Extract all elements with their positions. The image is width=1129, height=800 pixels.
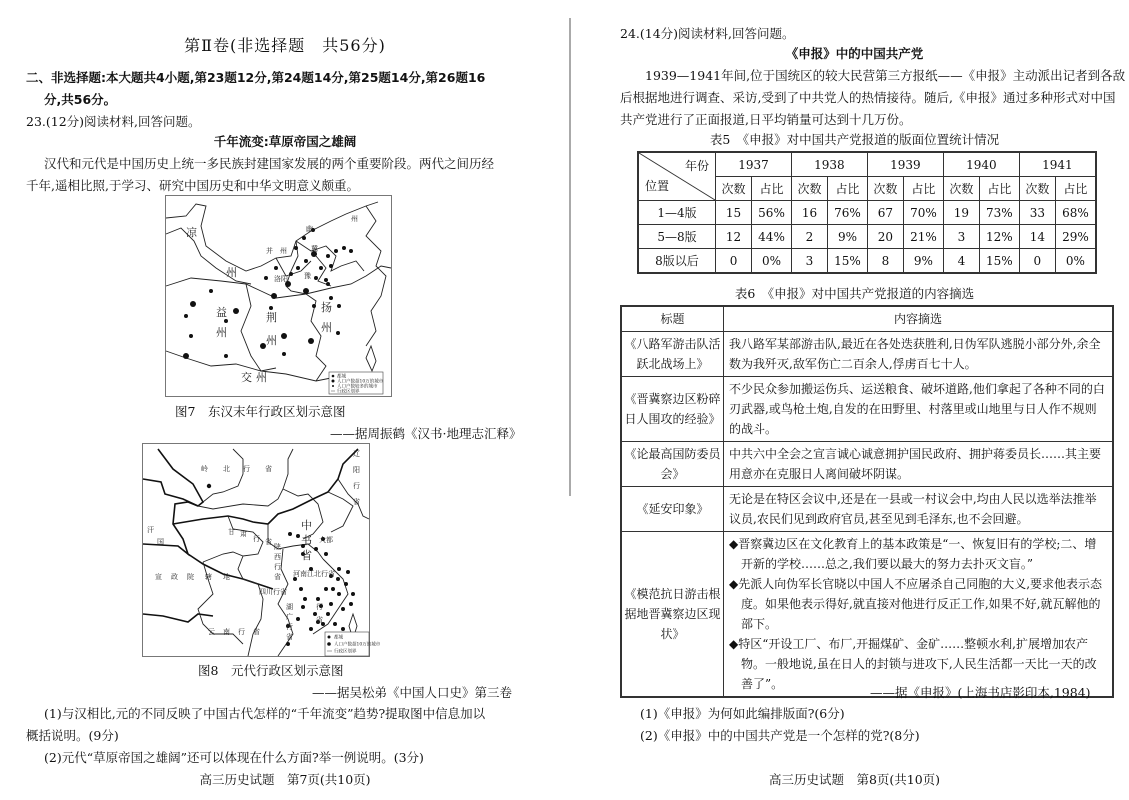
map8-label: 南 [223, 628, 230, 636]
map7-label: 州 [321, 321, 332, 334]
map8-label: 省 [274, 573, 281, 581]
map8-label: 陕 [274, 543, 281, 551]
map7-label: 凉 [186, 226, 197, 239]
map7-city-dot [324, 278, 328, 282]
table-5-subheader-ratio: 占比 [903, 177, 943, 201]
map8-label: 省 [316, 616, 323, 624]
map8-label: 书 [301, 534, 312, 547]
map8-label: 国 [157, 538, 164, 546]
map8-label: 省 [301, 549, 312, 562]
table-5-corner-position-label: 位置 [645, 179, 670, 193]
map8-label: 云 [208, 628, 215, 636]
map8-city-dot [324, 552, 328, 556]
map7-city-dot [190, 301, 196, 307]
map8-label: 西 [274, 553, 281, 561]
map8-label: 河南江北行省 [293, 570, 335, 578]
figure-7-source: ——据周振鹤《汉书·地理志汇释》 [330, 426, 522, 441]
map8-label: 北 [223, 465, 230, 473]
map7-label: 并 [266, 247, 273, 255]
map8-label: 行 [243, 465, 250, 473]
map8-label: 地 [223, 573, 230, 581]
instructions-line-1: 二、非选择题:本大题共4小题,第23题12分,第24题14分,第25题14分,第26题16 [26, 70, 486, 85]
map7-city-dot [308, 338, 314, 344]
map8-city-dot [207, 484, 211, 488]
table-5-row [638, 201, 1096, 225]
table-6-title-cell: 《八路军游击队活跃北战场上》 [621, 332, 724, 377]
table-5-count-cell: 20 [867, 225, 903, 249]
table-5-ratio-cell: 70% [903, 201, 943, 225]
table-5-subheader-ratio: 占比 [828, 177, 868, 201]
page-footer-left: 高三历史试题 第7页(共10页) [199, 772, 371, 787]
map7-city-dot [294, 246, 298, 250]
table-6-title-cell: 《论最高国防委员会》 [621, 442, 724, 487]
table-6-body [621, 332, 1113, 698]
map8-label: 辽 [353, 450, 360, 458]
table-6-row [621, 442, 1113, 487]
map7-label: 交 [241, 371, 252, 384]
map8-city-dot [337, 567, 341, 571]
table-5-ratio-cell: 9% [828, 225, 868, 249]
map8-city-dot [329, 602, 333, 606]
map8-label: 肃 [240, 530, 247, 538]
table-5-corner-year-label: 年份 [684, 159, 709, 173]
table-5-count-cell: 15 [716, 201, 752, 225]
map8-svg [143, 444, 381, 656]
map7-label: 荆 [266, 311, 277, 324]
map8-city-dot [314, 547, 318, 551]
map8-label: 四川行省 [259, 588, 287, 596]
table-6-content-paragraph: 我八路军某部游击队,最近在各处迭获胜利,日伪军队逃脱小部分外,余全数为我歼灭,敌军伤亡二百余人,俘虏百七十人。 [729, 337, 1101, 371]
table-5-position-cell: 8版以后 [638, 249, 716, 274]
table-5-subheader-ratio: 占比 [1055, 177, 1096, 201]
table-5-ratio-cell: 68% [1055, 201, 1096, 225]
map7-city-dot [282, 352, 286, 356]
material-24-paragraph-line-2: 后根据地进行调查、采访,受到了中共党人的热情接待。随后,《申报》通过多种形式对中国 [620, 90, 1116, 105]
table-5-ratio-cell: 44% [752, 225, 792, 249]
map7-city-dot [329, 264, 333, 268]
question-23-1-line-2: 概括说明。(9分) [26, 728, 119, 743]
table-6-header-content: 内容摘选 [724, 306, 1114, 332]
map7-label: 州 [280, 247, 287, 255]
table-6-title-cell: 《延安印象》 [621, 487, 724, 532]
table-6-content-cell [724, 332, 1114, 377]
table-5-position-cell: 5—8版 [638, 225, 716, 249]
map8-city-dot [326, 612, 330, 616]
map8-label: 省 [265, 465, 272, 473]
map7-label: 幽 [306, 225, 313, 233]
table-5-ratio-cell: 12% [979, 225, 1019, 249]
map7-city-dot [269, 306, 273, 310]
map8-label: 省 [265, 538, 272, 546]
table-6-content-cell [724, 487, 1114, 532]
map8-city-dot [337, 592, 341, 596]
map8-label: 大都 [319, 536, 333, 544]
map8-label: 宣 [155, 573, 162, 581]
table-5-count-cell: 4 [943, 249, 979, 274]
table-6-content-paragraph: ◆晋察冀边区在文化教育上的基本政策是“一、恢复旧有的学校;二、增开新的学校……总之,我们要以最大的努力去扑灭文盲。” [729, 537, 1097, 571]
table-5-count-cell: 33 [1019, 201, 1055, 225]
table-5-ratio-cell: 29% [1055, 225, 1096, 249]
figure-8-caption: 图8 元代行政区划示意图 [198, 663, 344, 678]
map7-label: 州 [226, 266, 237, 279]
material-24-paragraph-line-1: 1939—1941年间,位于国统区的较大民营第三方报纸——《申报》主动派出记者到各敌 [645, 68, 1126, 83]
table-5-caption: 表5 《申报》对中国共产党报道的版面位置统计情况 [709, 132, 1000, 147]
table-5-coverage-position [637, 151, 1097, 274]
map7-city-dot [326, 254, 330, 258]
material-24-paragraph-line-3: 共产党进行了正面报道,日平均销量可达到十几万份。 [620, 112, 912, 127]
map8-label: 政 [171, 573, 178, 581]
map8-city-dot [288, 532, 292, 536]
table-5-ratio-cell: 56% [752, 201, 792, 225]
table-6-content-cell [724, 532, 1114, 698]
map7-city-dot [296, 266, 300, 270]
map8-city-dot [341, 607, 345, 611]
map7-city-dot [209, 289, 213, 293]
table-6-content-paragraph: 中共六中全会之宣言诚心诚意拥护国民政府、拥护蒋委员长……其主要用意亦在克服日人离间破坏阴谋。 [729, 447, 1102, 481]
map8-label: 省 [353, 498, 360, 506]
map7-city-dot [233, 308, 239, 314]
table-5-count-cell: 3 [791, 249, 827, 274]
map8-legend-item: 行政区划界 [334, 649, 357, 655]
table-5-year-header: 1940 [943, 152, 1019, 177]
map7-city-dot [326, 282, 330, 286]
table-5-ratio-cell: 76% [828, 201, 868, 225]
table-6-content-paragraph: ◆先派人向伪军长官晓以中国人不应屠杀自己同胞的大义,要求他表示态度。如果他表示得好,就直接对他进行反正工作,如果不好,就瓦解他的部下。 [729, 577, 1103, 631]
map7-city-dot [183, 353, 189, 359]
map7-city-dot [224, 354, 228, 358]
question-23-header: 23.(12分)阅读材料,回答问题。 [26, 114, 201, 129]
table-5-count-cell: 0 [716, 249, 752, 274]
figure-7-caption: 图7 东汉末年行政区划示意图 [175, 404, 346, 419]
question-24-2: (2)《申报》中的中国共产党是一个怎样的党?(8分) [640, 728, 920, 743]
map8-label: 中 [301, 519, 312, 532]
table-5-subheader-count: 次数 [791, 177, 827, 201]
map7-city-dot [184, 314, 188, 318]
map7-label: 冀 [311, 245, 318, 253]
page-divider [569, 18, 571, 496]
map7-legend [329, 372, 384, 395]
table-6-header-title: 标题 [621, 306, 724, 332]
table-6-row [621, 532, 1113, 698]
table-5-subheader-count: 次数 [716, 177, 752, 201]
map8-label: 行 [353, 482, 360, 490]
question-23-2: (2)元代“草原帝国之雄阔”还可以体现在什么方面?举一例说明。(3分) [44, 750, 424, 765]
map7-legend-item: 行政区划界 [337, 389, 360, 395]
table-5-ratio-cell: 0% [752, 249, 792, 274]
map7-city-dot [281, 333, 287, 339]
table-5-ratio-cell: 15% [979, 249, 1019, 274]
table-5-count-cell: 67 [867, 201, 903, 225]
map8-city-dot [303, 597, 307, 601]
table-6-content-paragraph: ◆特区“开设工厂、布厂,开掘煤矿、金矿……整顿水利,扩展增加农产物。一般地说,虽在日人的封锁与进攻下,人民生活都一天比一天的改善了”。 [729, 637, 1097, 691]
table-6-row [621, 487, 1113, 532]
table-6-content-excerpts [620, 305, 1114, 698]
map8-city-dot [316, 597, 320, 601]
map8-label: 广 [286, 613, 293, 621]
material-23-title: 千年流变:草原帝国之雄阔 [213, 134, 357, 149]
map7-city-dot [342, 246, 346, 250]
map7-label: 州 [256, 371, 267, 384]
map8-label: 行 [286, 623, 293, 631]
map8-label: 行 [316, 603, 323, 611]
table-5-row [638, 225, 1096, 249]
map8-label: 省 [253, 628, 260, 636]
question-24-header: 24.(14分)阅读材料,回答问题。 [620, 26, 795, 41]
question-23-1-line-1: (1)与汉相比,元的不同反映了中国古代怎样的“千年流变”趋势?提取图中信息加以 [44, 706, 486, 721]
map7-city-dot [337, 304, 341, 308]
map7-city-dot [314, 276, 318, 280]
map7-city-dot [189, 334, 193, 338]
map7-label: 洛阳 [274, 275, 288, 283]
map8-label: 汗 [147, 526, 154, 534]
table-5-count-cell: 14 [1019, 225, 1055, 249]
map7-city-dot [264, 276, 268, 280]
table-5-year-header: 1937 [716, 152, 792, 177]
map8-province-lines [198, 449, 369, 656]
table-5-count-cell: 12 [716, 225, 752, 249]
map7-city-dot [319, 266, 323, 270]
map8-legend-item: 都城 [334, 635, 343, 641]
table-5-year-header: 1941 [1019, 152, 1096, 177]
table-5-ratio-cell: 73% [979, 201, 1019, 225]
map7-label: 州 [216, 326, 227, 339]
map8-label: 行 [274, 563, 281, 571]
map7-city-dot [349, 249, 353, 253]
table-6-header-row [621, 306, 1113, 332]
map8-label: 阳 [353, 466, 360, 474]
map7-label: 州 [351, 215, 358, 223]
map7-city-dot [303, 288, 309, 294]
map7-legend-item: 人口户数超10万的城市 [337, 379, 384, 385]
map7-city-dot [289, 272, 293, 276]
map8-label: 甘 [228, 528, 235, 536]
table-6-row [621, 377, 1113, 442]
table-5-year-header: 1939 [867, 152, 943, 177]
instructions-line-2: 分,共56分。 [44, 92, 117, 107]
table-5-subheader-ratio: 占比 [752, 177, 792, 201]
map8-city-dot [349, 602, 353, 606]
map7-city-dot [336, 331, 340, 335]
table-6-caption: 表6 《申报》对中国共产党报道的内容摘选 [734, 286, 975, 301]
table-6-content-cell [724, 377, 1114, 442]
table-5-body [638, 201, 1096, 274]
table-5-count-cell: 3 [943, 225, 979, 249]
table-5-count-cell: 0 [1019, 249, 1055, 274]
map7-city-dot [224, 319, 228, 323]
table-5-subheader-count: 次数 [1019, 177, 1055, 201]
table-5-ratio-cell: 0% [1055, 249, 1096, 274]
map8-city-dot [286, 642, 290, 646]
table-5-ratio-cell: 21% [903, 225, 943, 249]
material-23-paragraph-line-1: 汉代和元代是中国历史上统一多民族封建国家发展的两个重要阶段。两代之间历经 [44, 156, 495, 171]
map7-label: 益 [216, 306, 227, 319]
page-footer-right: 高三历史试题 第8页(共10页) [768, 772, 941, 787]
table-5-count-cell: 2 [791, 225, 827, 249]
material-24-title: 《申报》中的中国共产党 [785, 46, 924, 61]
table-5-header-row [638, 152, 1096, 177]
table-6-content-cell [724, 442, 1114, 487]
map7-city-dot [304, 259, 308, 263]
table-6-content-paragraph: 无论是在特区会议中,还是在一县或一村议会中,均由人民以选举法推举议员,农民们见到政府官员,甚至见到毛泽东,也不会回避。 [729, 492, 1097, 526]
map8-city-dot [336, 577, 340, 581]
map7-city-dot [271, 293, 277, 299]
figure-8-source: ——据吴松弟《中国人口史》第三卷 [312, 685, 513, 700]
table-5-position-cell: 1—4版 [638, 201, 716, 225]
map8-label: 湖 [286, 603, 293, 611]
material-23-paragraph-line-2: 千年,遥相比照,于学习、研究中国历史和中华文明意义颇重。 [26, 178, 359, 193]
map8-city-dot [296, 534, 300, 538]
map8-city-dot [346, 570, 350, 574]
table-5-ratio-cell: 9% [903, 249, 943, 274]
question-24-1: (1)《申报》为何如此编排版面?(6分) [640, 706, 845, 721]
map7-legend-item: 人口户数较多的城市 [337, 384, 378, 390]
map7-city-dot [329, 296, 333, 300]
table-5-subheader-ratio: 占比 [979, 177, 1019, 201]
table-5-count-cell: 8 [867, 249, 903, 274]
map7-boundaries [166, 202, 391, 381]
table-5-year-header: 1938 [791, 152, 867, 177]
table-5-ratio-cell: 15% [828, 249, 868, 274]
map7-label: 豫 [304, 272, 311, 280]
map8-label: 辖 [205, 573, 212, 581]
map7-legend-item: 都城 [337, 374, 346, 380]
map7-city-dot [334, 249, 338, 253]
map8-legend [325, 632, 381, 656]
map-yuan-admin-divisions [142, 443, 381, 657]
map8-city-dot [301, 605, 305, 609]
map8-label: 行 [238, 628, 245, 636]
map8-city-dot [331, 587, 335, 591]
map-eastern-han-admin-divisions [165, 195, 392, 397]
map8-city-dot [344, 582, 348, 586]
map8-city-dot [341, 627, 345, 631]
map8-label: 岭 [201, 465, 208, 473]
table-6-title-cell: 《晋冀察边区粉碎日人围攻的经验》 [621, 377, 724, 442]
map8-city-dot [333, 622, 337, 626]
map8-city-dot [296, 617, 300, 621]
table-5-count-cell: 16 [791, 201, 827, 225]
map7-svg [166, 196, 391, 396]
section-title: 第Ⅱ卷(非选择题 共56分) [184, 36, 386, 55]
map8-label: 行 [253, 535, 260, 543]
table-5-subheader-count: 次数 [867, 177, 903, 201]
map7-label: 扬 [321, 301, 332, 314]
table-5-count-cell: 19 [943, 201, 979, 225]
table-5-row [638, 249, 1096, 274]
map7-city-dot [312, 304, 316, 308]
map7-city-dot [302, 236, 306, 240]
table-6-content-paragraph: 不少民众参加搬运伤兵、运送粮食、破坏道路,他们拿起了各种不同的白刃武器,或鸟枪土炮,自发的在田野里、村落里或山地里与日人作不规则的战斗。 [729, 382, 1105, 436]
table-6-title-cell: 《模范抗日游击根据地晋冀察边区现状》 [621, 532, 724, 698]
map8-city-dot [351, 592, 355, 596]
map8-city-dot [309, 627, 313, 631]
map8-city-dot [299, 587, 303, 591]
map8-label: 院 [187, 573, 194, 581]
map8-label: 省 [286, 633, 293, 641]
table-5-subheader-count: 次数 [943, 177, 979, 201]
map7-label: 州 [266, 334, 277, 347]
table-6-source: ——据《申报》(上海书店影印本,1984) [870, 685, 1091, 700]
map8-legend-item: 人口户数超10万的城市 [334, 642, 381, 648]
map8-city-dot [324, 587, 328, 591]
map7-city-dot [274, 266, 278, 270]
table-6-row [621, 332, 1113, 377]
table-5-corner-cell [638, 152, 716, 201]
